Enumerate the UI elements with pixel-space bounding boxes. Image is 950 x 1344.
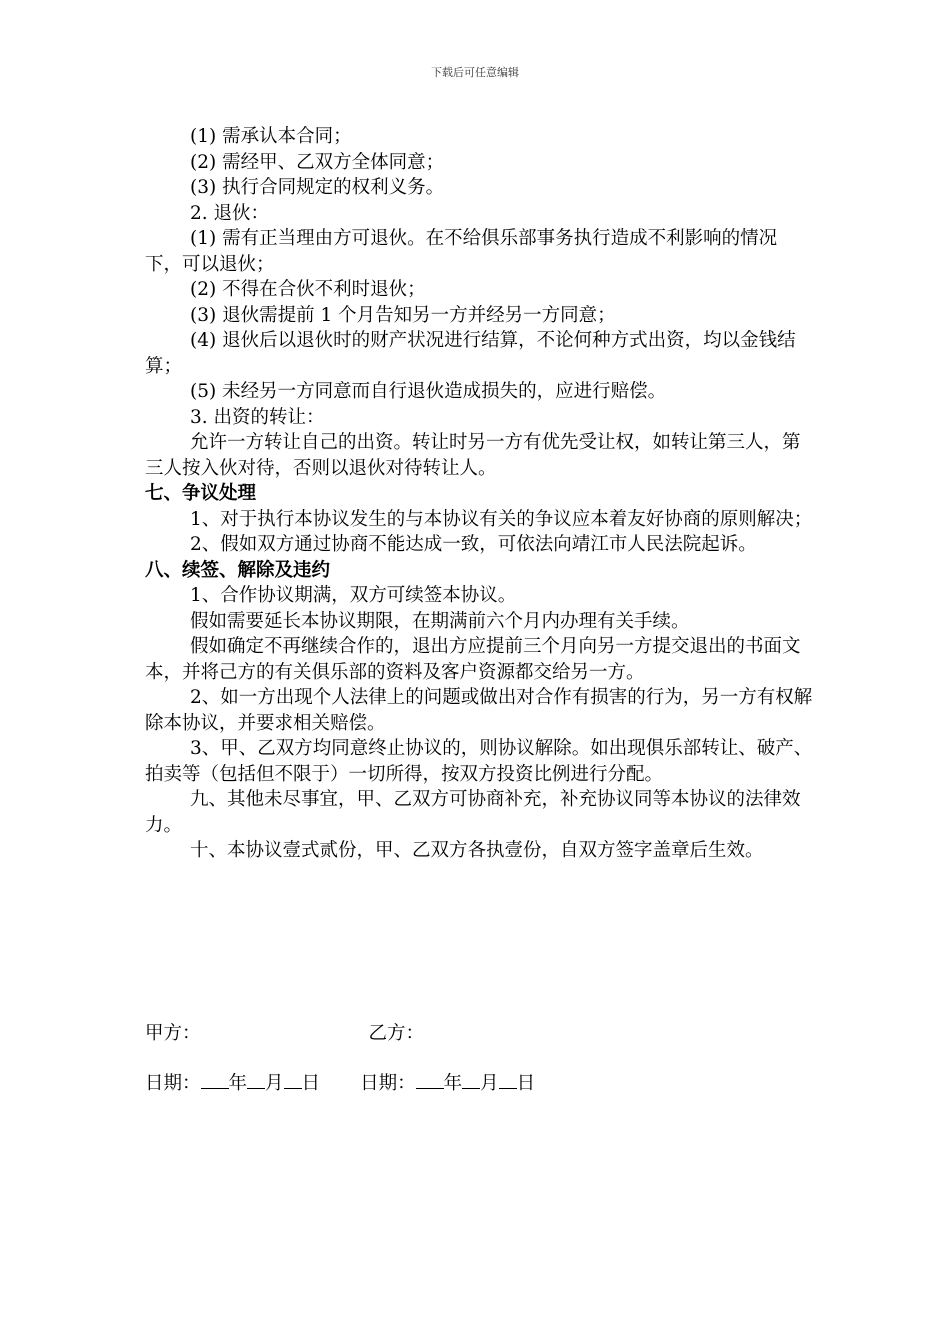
party-b-label: 乙方： (368, 1023, 425, 1044)
date-label-a: 日期： (145, 1073, 201, 1094)
month-blank-a (247, 1070, 265, 1089)
signature-parties-row (145, 1021, 424, 1047)
month-blank-b (462, 1070, 480, 1089)
document-body (145, 124, 813, 864)
clause-paragraph: 允许一方转让自己的出资。转让时另一方有优先受让权，如转让第三人，第三人按入伙对待，否则以退伙对待转让人。 (145, 432, 801, 479)
clause-paragraph: 假如确定不再继续合作的，退出方应提前三个月向另一方提交退出的书面文本，并将己方的有关俱乐部的资料及客户资源都交给另一方。 (145, 636, 801, 683)
section-heading: 八、续签、解除及违约 (145, 559, 331, 581)
clause-paragraph: (1) 需有正当理由方可退伙。在不给俱乐部事务执行造成不利影响的情况下，可以退伙； (145, 228, 778, 275)
year-label-a: 年 (228, 1073, 248, 1094)
clause-paragraph: 1、对于执行本协议发生的与本协议有关的争议应本着友好协商的原则解决； (190, 508, 813, 530)
clause-paragraph: 九、其他未尽事宜，甲、乙双方可协商补充，补充协议同等本协议的法律效力。 (145, 789, 801, 836)
clause-paragraph: (1) 需承认本合同； (190, 126, 352, 147)
header-note: 下载后可任意编辑 (431, 66, 519, 79)
month-label-b: 月 (480, 1073, 499, 1094)
clause-paragraph: 3、甲、乙双方均同意终止协议的，则协议解除。如出现俱乐部转让、破产、拍卖等（包括但不限于）一切所得，按双方投资比例进行分配。 (145, 738, 813, 785)
clause-paragraph: 2、假如双方通过协商不能达成一致，可依法向靖江市人民法院起诉。 (190, 534, 757, 555)
date-label-b: 日期： (360, 1073, 416, 1094)
clause-paragraph: (2) 需经甲、乙双方全体同意； (190, 151, 445, 173)
clause-paragraph: (4) 退伙后以退伙时的财产状况进行结算，不论何种方式出资，均以金钱结算； (145, 330, 796, 377)
year-label-b: 年 (443, 1073, 463, 1094)
clause-paragraph: 十、本协议壹式贰份，甲、乙双方各执壹份，自双方签字盖章后生效。 (190, 840, 764, 861)
clause-paragraph: (5) 未经另一方同意而自行退伙造成损失的，应进行赔偿。 (190, 381, 667, 402)
day-label-b: 日 (516, 1073, 536, 1094)
section-heading: 七、争议处理 (145, 483, 257, 504)
year-blank-a (201, 1070, 229, 1089)
clause-paragraph: (3) 执行合同规定的权利义务。 (190, 177, 445, 198)
clause-paragraph: 1、合作协议期满，双方可续签本协议。 (190, 585, 517, 606)
year-blank-b (416, 1070, 444, 1089)
month-label-a: 月 (265, 1073, 284, 1094)
clause-paragraph: 3. 出资的转让： (190, 406, 325, 428)
clause-paragraph: 2. 退伙： (190, 202, 270, 224)
party-a-label: 甲方： (145, 1023, 201, 1044)
day-blank-b (499, 1070, 517, 1089)
signature-dates-row (145, 1070, 535, 1097)
day-blank-a (284, 1070, 302, 1089)
clause-paragraph: 假如需要延长本协议期限，在期满前六个月内办理有关手续。 (190, 610, 690, 632)
day-label-a: 日 (301, 1073, 321, 1094)
clause-paragraph: (3) 退伙需提前 1 个月告知另一方并经另一方同意； (190, 304, 616, 326)
clause-paragraph: 2、如一方出现个人法律上的问题或做出对合作有损害的行为，另一方有权解除本协议，并要求相关赔偿。 (145, 687, 813, 734)
clause-paragraph: (2) 不得在合伙不利时退伙； (190, 279, 426, 300)
